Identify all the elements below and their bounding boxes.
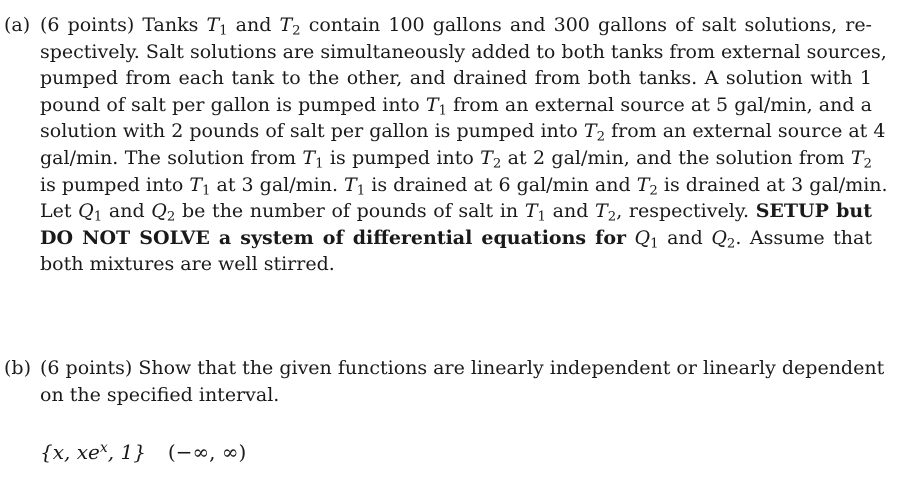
inflow-t2-concentration: 2 [171, 120, 184, 143]
pump-t1-t2-rate: 2 [532, 146, 546, 169]
problem-b-text [40, 355, 885, 408]
interval: (−∞, ∞) [167, 440, 247, 464]
problem-a-label: (a) [4, 14, 31, 36]
tank-small-volume: 100 [388, 14, 425, 36]
problem-b [0, 355, 910, 464]
problem-a [0, 12, 910, 278]
inflow-t1-concentration: 1 [859, 67, 872, 90]
function-set-formula [40, 439, 246, 465]
problem-b-label: (b) [4, 357, 31, 379]
inflow-t2-rate: 4 [873, 120, 886, 143]
inflow-t1-rate: 5 [716, 93, 729, 116]
tank-large-volume: 300 [553, 14, 590, 36]
problem-a-points: (6 points) [40, 14, 135, 36]
problem-b-line1: Show that the given functions are linearly independent or linearly dependent [138, 357, 885, 379]
bold-instruction-2: DO NOT SOLVE a system of differential equations for [40, 226, 627, 249]
bold-instruction-1: SETUP but [755, 200, 873, 223]
drain-t2-rate: 3 [791, 173, 804, 196]
problem-b-points: (6 points) [40, 357, 133, 379]
pump-t2-t1-rate: 3 [241, 173, 254, 196]
problem-b-line2: on the specified interval. [40, 383, 280, 406]
drain-t1-rate: 6 [498, 173, 511, 196]
function-set: {x, $xe^x$, 1} [40, 440, 146, 464]
problem-a-text: (6 points) Tanks $T_1$ and $T_2$ contain 100 gallons and 300 gallons of salt solutions, re- spectively. Salt solutions are simultaneously added to both tanks from external sources, pumped from each tank to the other, and drained from both tanks. A solution with 1 pound of salt per gallon is pumped into $T_1$ from an external source at 5 gal/min, and a solution with 2 pounds of salt per gallon is pumped into $T_2$ from an external source at 4 gal/min. The solution from $T_1$ is pumped into $T_2$ at 2 gal/min, and the solution from $T_2$ is pumped into $T_1$ at 3 gal/min. $T_1$ is drained at 6 gal/min and $T_2$ is drained at 3 gal/min. Let $Q_1$ and $Q_2$ be the number of pounds of salt in $T_1$ and $T_2$, respectively. SETUP but DO NOT SOLVE a system of differential equations for $Q_1$ and $Q_2$. Assume that both mixtures are well stirred. [40, 14, 888, 276]
